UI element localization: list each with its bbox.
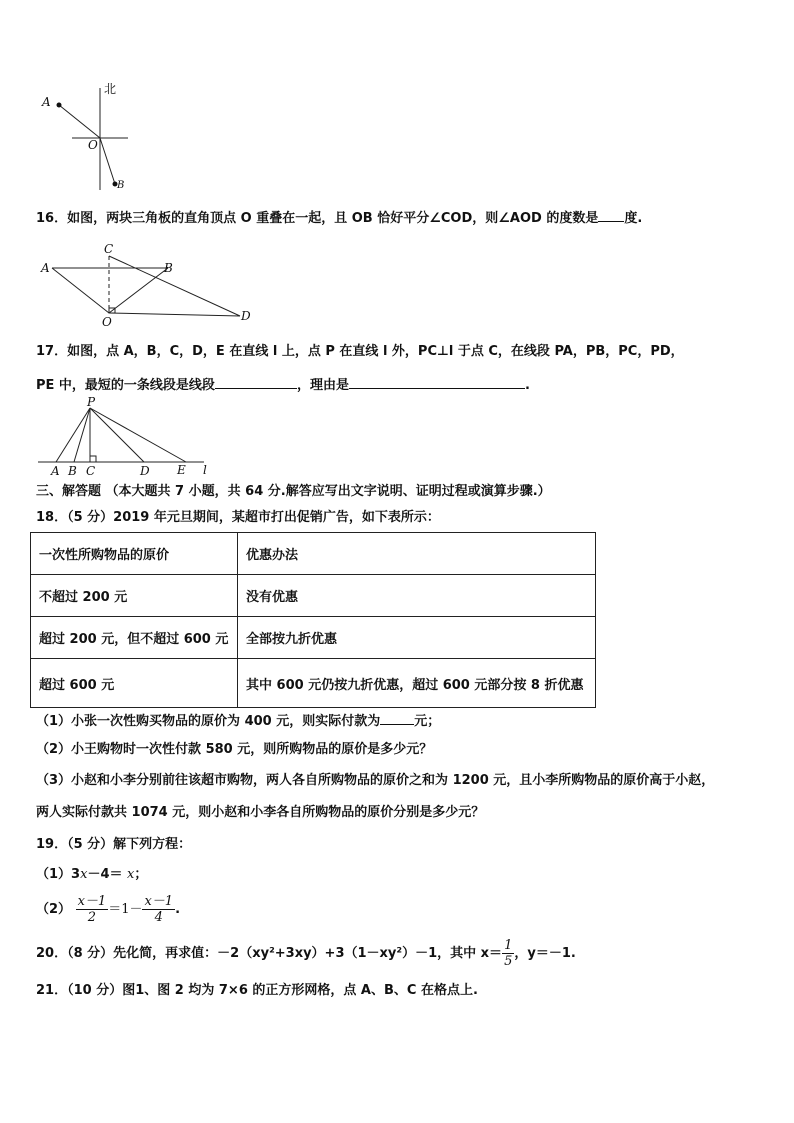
eq2-end: . (175, 902, 181, 917)
fraction-x (502, 938, 514, 969)
eq1-var: x (80, 867, 88, 882)
q18-p1-text: （1）小张一次性购买物品的原价为 400 元，则实际付款为 (36, 714, 381, 729)
q18-p1-suffix: 元； (414, 714, 441, 729)
q18-answer-blank[interactable] (380, 710, 414, 725)
point-a (57, 103, 62, 108)
table-cell: 优惠办法 (238, 533, 596, 575)
fracx-num: 1 (504, 938, 513, 953)
figure-perpendicular (34, 400, 214, 480)
right-angle-mark-17 (90, 456, 96, 462)
frac1-den: 2 (87, 910, 97, 925)
ray-oa (59, 105, 100, 138)
question-17-line1: 17．如图，点 A，B，C，D，E 在直线 l 上，点 P 在直线 l 外，PC⊥l 于点 C，在线段 PA，PB，PC，PD， (36, 344, 684, 359)
segment-cd (109, 256, 240, 316)
label-c17: C (86, 464, 96, 478)
question-19-eq1 (36, 866, 147, 884)
segment-pb (74, 408, 90, 462)
question-18-part3-line2: 两人实际付款共 1074 元，则小赵和小李各自所购物品的原价分别是多少元？ (36, 805, 485, 820)
table-cell: 其中 600 元仍按九折优惠，超过 600 元部分按 8 折优惠 (238, 659, 596, 708)
question-20 (36, 936, 576, 972)
q17-answer-blank-2[interactable] (349, 374, 525, 389)
label-a17: A (51, 464, 60, 478)
label-e17: E (177, 463, 186, 477)
question-18-part3-line1: （3）小赵和小李分别前往该超市购物，两人各自所购物品的原价之和为 1200 元，且小李所购物品的原价高于小赵， (36, 773, 715, 788)
question-21: 21．（10 分）图1、图 2 均为 7×6 的正方形网格，点 A、B、C 在格点上. (36, 983, 478, 998)
table-row (31, 659, 596, 708)
frac2-den: 4 (154, 910, 163, 925)
table-cell: 全部按九折优惠 (238, 617, 596, 659)
segment-od (109, 313, 240, 316)
table-row (31, 617, 596, 659)
label-b: B (117, 180, 125, 191)
section-heading-3: 三、解答题 （本大题共 7 小题，共 64 分.解答应写出文字说明、证明过程或演算步骤.） (36, 484, 551, 499)
table-cell: 没有优惠 (238, 575, 596, 617)
segment-pe (90, 408, 186, 462)
q16-text: 16．如图，两块三角板的直角顶点 O 重叠在一起，且 OB 恰好平分∠COD，则∠AOD 的度数是 (36, 211, 599, 226)
table-row (31, 533, 596, 575)
label-d17: D (140, 464, 150, 478)
q20-text: 20．（8 分）先化简，再求值：－2（xy²+3xy）+3（1－xy²）－1，其中 x＝ (36, 946, 503, 961)
table-row (31, 575, 596, 617)
promotion-table (30, 532, 596, 708)
segment-pa (56, 408, 90, 462)
eq1-var2: x (127, 867, 135, 882)
segment-ao (52, 268, 109, 313)
table-cell: 超过 600 元 (31, 659, 238, 708)
label-b17: B (68, 464, 77, 478)
question-18-part1 (36, 710, 440, 731)
question-19-intro: 19．（5 分）解下列方程： (36, 837, 192, 852)
label-b16: B (164, 261, 173, 275)
fraction-2 (142, 894, 175, 925)
label-a16: A (41, 261, 50, 275)
q17-text-a: PE 中，最短的一条线段是线段 (36, 378, 215, 393)
label-a: A (42, 95, 51, 109)
eq1-prefix: （1）3 (36, 867, 81, 882)
segment-bo (109, 268, 168, 313)
fraction-1 (76, 894, 109, 925)
label-d16: D (241, 309, 251, 323)
eq2-prefix: （2） (36, 902, 72, 917)
question-18-part2: （2）小王购物时一次性付款 580 元，则所购物品的原价是多少元？ (36, 742, 433, 757)
label-p17: P (87, 395, 96, 409)
eq1-end: ； (134, 867, 148, 882)
ray-ob (100, 138, 115, 184)
question-16 (36, 207, 642, 228)
frac1-num: x－1 (77, 894, 107, 909)
label-o: O (88, 138, 98, 152)
table-cell: 超过 200 元，但不超过 600 元 (31, 617, 238, 659)
label-c16: C (104, 242, 114, 256)
table-cell: 一次性所购物品的原价 (31, 533, 238, 575)
frac2-num: x－1 (144, 894, 174, 909)
q16-answer-blank[interactable] (598, 207, 624, 222)
eq1-mid: －4＝ (87, 867, 128, 882)
eq2-mid: ＝1－ (108, 902, 143, 917)
q16-suffix: 度. (624, 211, 643, 226)
q20-tail: ，y＝－1. (514, 946, 576, 961)
fracx-den: 5 (504, 954, 513, 969)
figure-triangles (40, 244, 260, 329)
label-north: 北 (104, 82, 117, 96)
question-17-line2 (36, 374, 530, 395)
question-19-eq2 (36, 893, 180, 927)
table-cell: 不超过 200 元 (31, 575, 238, 617)
q17-text-c: . (524, 378, 530, 393)
question-18-intro: 18．（5 分）2019 年元旦期间，某超市打出促销广告，如下表所示： (36, 510, 440, 525)
label-o16: O (102, 315, 112, 329)
label-l17: l (203, 463, 207, 477)
q17-answer-blank-1[interactable] (215, 374, 297, 389)
q17-text-b: ，理由是 (296, 378, 349, 393)
segment-pd (90, 408, 144, 462)
